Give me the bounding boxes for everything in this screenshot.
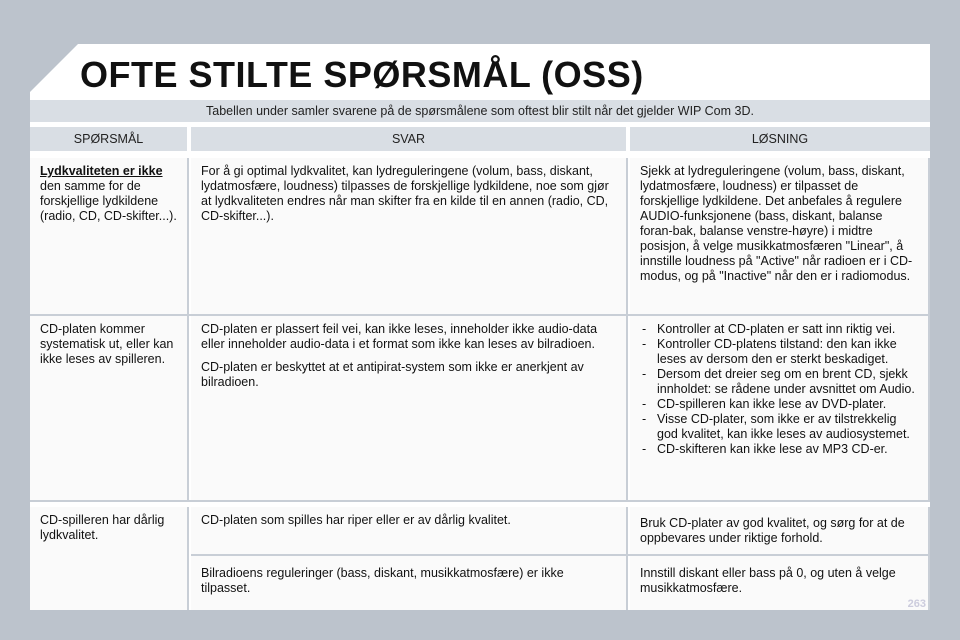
list-item: - CD-spilleren kan ikke lese av DVD-plater.	[642, 397, 887, 411]
list-item: - Kontroller at CD-platen er satt inn riktig vei.	[642, 322, 896, 336]
question-cell-2	[30, 316, 189, 500]
solution-1-text: Sjekk at lydreguleringene (volum, bass, diskant, lydatmosfære, loudness) er tilpasset de forskjellige lydkildene. Det anbefales å regulere AUDIO-funksjonene (bass, diskant, balanse foran-bak, balanse venstre-høyre) i midtre posisjon, å velge musikkatmosfæren "Linear", å innstille loudness på "Active" når radioen er i CD-modus, og på "Inactive" når den er i radiomodus.	[640, 164, 913, 283]
answer-3a-text: CD-platen som spilles har riper eller er av dårlig kvalitet.	[201, 513, 511, 527]
solution-3a-text: Bruk CD-plater av god kvalitet, og sørg for at de oppbevares under riktige forhold.	[640, 516, 905, 545]
question-1-text: den samme for de forskjellige lydkildene (radio, CD, CD-skifter...).	[40, 179, 177, 223]
question-cell-1	[30, 158, 189, 314]
answer-cell-3a	[191, 507, 628, 554]
list-item: - Kontroller CD-platens tilstand: den kan ikke leses av dersom den er sterkt beskadiget.	[642, 337, 897, 366]
page-title: OFTE STILTE SPØRSMÅL (OSS)	[80, 54, 644, 95]
solution-3b-text: Innstill diskant eller bass på 0, og uten å velge musikkatmosfære.	[640, 566, 896, 595]
page-number: 263	[907, 598, 926, 610]
header-solution: LØSNING	[630, 127, 930, 151]
solution-2-list	[640, 322, 918, 457]
solution-cell-3b	[630, 556, 930, 610]
question-cell-3	[30, 507, 189, 610]
list-item: - Dersom det dreier seg om en brent CD, sjekk innholdet: se rådene under avsnittet om Audio.	[642, 367, 915, 396]
question-3-text: CD-spilleren har dårlig lydkvalitet.	[40, 513, 165, 542]
answer-cell-1	[191, 158, 628, 314]
solution-cell-1	[630, 158, 930, 314]
answer-2-paragraph-1: CD-platen er plassert feil vei, kan ikke leses, inneholder ikke audio-data eller inneholder audio-data i et format som ikke kan leses av bilradioen.	[201, 322, 598, 351]
header-question: SPØRSMÅL	[30, 127, 187, 151]
row-divider	[30, 500, 930, 502]
folded-corner	[30, 44, 78, 92]
question-1-emphasis: Lydkvaliteten er ikke	[40, 164, 163, 178]
answer-cell-2	[191, 316, 628, 500]
question-2-text: CD-platen kommer systematisk ut, eller kan ikke leses av spilleren.	[40, 322, 174, 366]
header-answer: SVAR	[191, 127, 626, 151]
list-item: - Visse CD-plater, som ikke er av tilstrekkelig god kvalitet, kan ikke leses av audiosystemet.	[642, 412, 910, 441]
answer-cell-3b	[191, 556, 628, 610]
answer-2-paragraph-2: CD-platen er beskyttet at et antipirat-system som ikke er anerkjent av bilradioen.	[201, 360, 584, 389]
intro-text: Tabellen under samler svarene på de spørsmålene som oftest blir stilt når det gjelder WIP Com 3D.	[30, 100, 930, 122]
answer-3b-text: Bilradioens reguleringer (bass, diskant, musikkatmosfære) er ikke tilpasset.	[201, 566, 564, 595]
list-item: - CD-skifteren kan ikke lese av MP3 CD-er.	[642, 442, 888, 456]
answer-1-text: For å gi optimal lydkvalitet, kan lydreguleringene (volum, bass, diskant, lydatmosfære, loudness) tilpasses de forskjellige lydkildene, noe som gjør at lydkvaliteten endres når man skifter fra en kilde til en annen (radio, CD, CD-skifter...).	[201, 164, 609, 223]
solution-cell-3a	[630, 507, 930, 554]
solution-cell-2	[630, 316, 930, 500]
